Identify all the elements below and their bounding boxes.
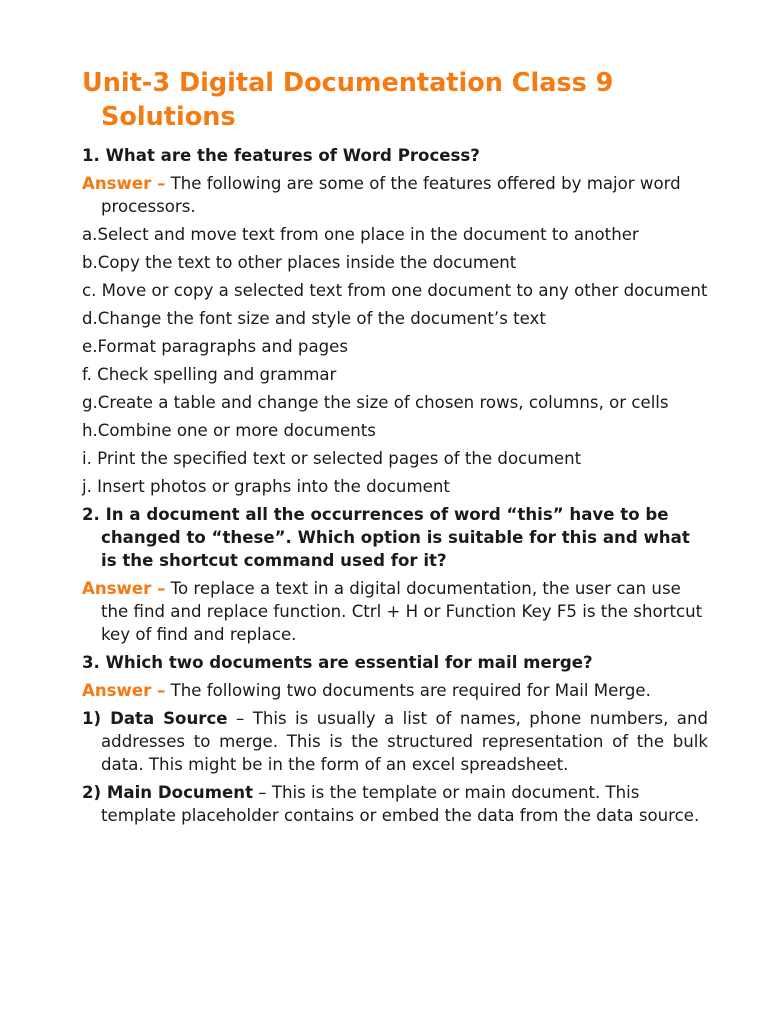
answer-1-text: The following are some of the features offered by major word processors.: [101, 174, 681, 216]
page-title: Unit-3 Digital Documentation Class 9 Solutions: [82, 68, 614, 132]
list-item-h: h.Combine one or more documents: [82, 421, 376, 440]
question-1: 1. What are the features of Word Process?: [82, 146, 480, 165]
list-item-f: f. Check spelling and grammar: [82, 365, 337, 384]
point-term: 1) Data Source: [82, 709, 228, 728]
question-2: 2. In a document all the occurrences of word “this” have to be changed to “these”. Which option is suitable for this and what is the shortcut command used for it?: [82, 505, 690, 570]
list-item-j: j. Insert photos or graphs into the document: [82, 477, 450, 496]
answer-2-text: To replace a text in a digital documentation, the user can use the find and replace function. Ctrl + H or Function Key F5 is the shortcut key of find and replace.: [101, 579, 703, 644]
answer-2: [82, 577, 708, 646]
point-text: – This is usually a list of names, phone numbers, and addresses to merge. This is the structured representation of the bulk data. This might be in the form of an excel spreadsheet.: [101, 709, 708, 774]
answer-3: [82, 679, 708, 702]
answer-label: Answer –: [82, 174, 166, 193]
answer-label: Answer –: [82, 681, 166, 700]
list-item-c: c. Move or copy a selected text from one document to any other document: [82, 281, 708, 300]
point-text: – This is the template or main document. This template placeholder contains or embed the data from the data source.: [101, 783, 700, 825]
answer-3-text: The following two documents are required for Mail Merge.: [165, 681, 651, 700]
answer-label: Answer –: [82, 579, 166, 598]
list-item-d: d.Change the font size and style of the document’s text: [82, 309, 546, 328]
question-3: 3. Which two documents are essential for mail merge?: [82, 653, 593, 672]
answer-1: [82, 172, 708, 218]
point-data-source: [82, 707, 708, 776]
point-term: 2) Main Document: [82, 783, 254, 802]
list-item-b: b.Copy the text to other places inside the document: [82, 253, 517, 272]
list-item-a: a.Select and move text from one place in the document to another: [82, 225, 639, 244]
list-item-g: g.Create a table and change the size of chosen rows, columns, or cells: [82, 393, 669, 412]
point-main-document: [82, 781, 708, 827]
list-item-e: e.Format paragraphs and pages: [82, 337, 349, 356]
list-item-i: i. Print the specified text or selected pages of the document: [82, 449, 582, 468]
